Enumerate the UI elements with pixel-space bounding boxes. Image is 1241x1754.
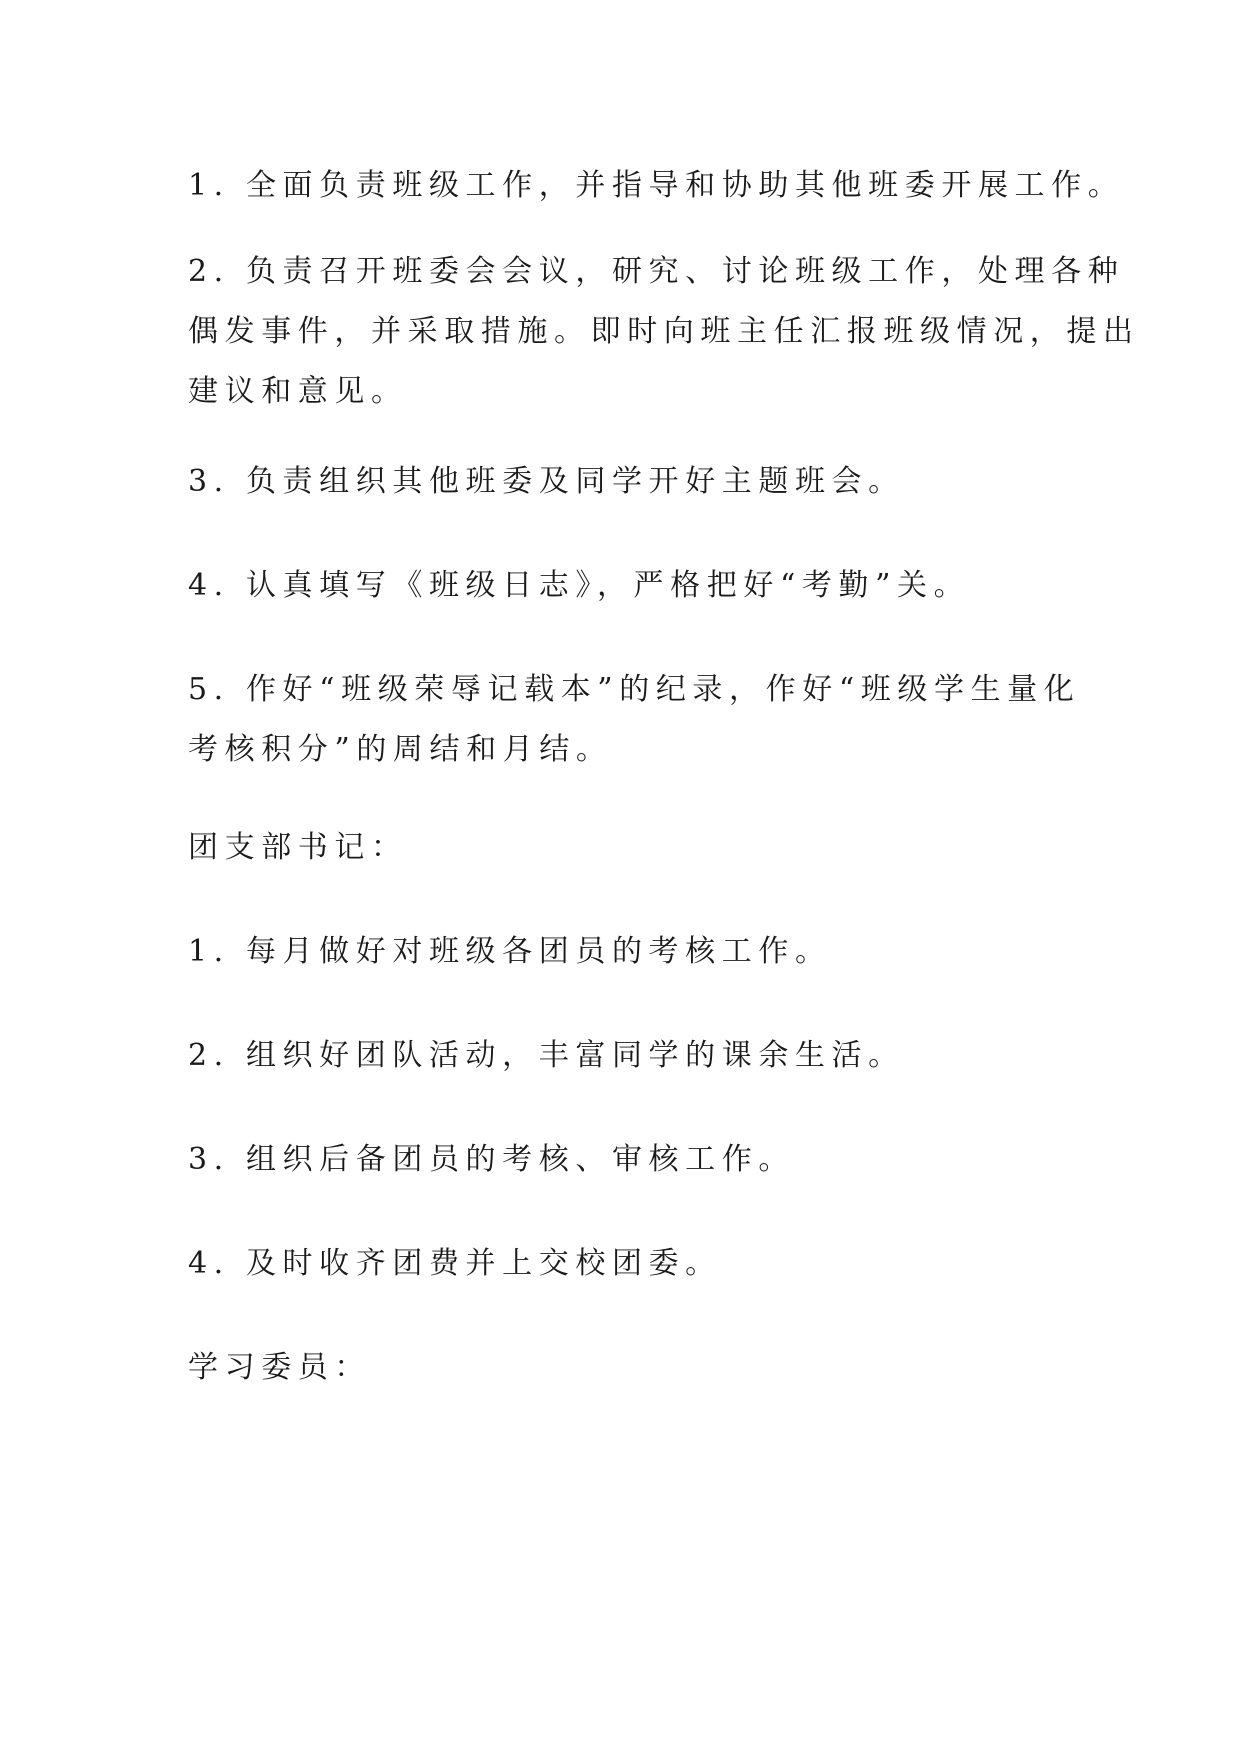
document-page (188, 0, 1140, 1754)
text-line: 建议和意见。 (188, 374, 408, 409)
section-heading-study-committee (188, 1338, 1048, 1398)
text-line: 学习委员： (188, 1350, 371, 1385)
text-line: 5. 作好“班级荣辱记载本”的纪录，作好“班级学生量化 (188, 672, 1081, 707)
text-line: 团支部书记： (188, 830, 408, 865)
paragraph-secretary-duty-2 (188, 1026, 1048, 1086)
text-line: 1. 全面负责班级工作，并指导和协助其他班委开展工作。 (188, 168, 1125, 203)
paragraph-secretary-duty-3 (188, 1130, 1048, 1190)
text-line: 2. 组织好团队活动，丰富同学的课余生活。 (188, 1038, 905, 1073)
section-heading-league-secretary (188, 818, 1048, 878)
text-line: 1. 每月做好对班级各团员的考核工作。 (188, 934, 832, 969)
text-line: 考核积分”的周结和月结。 (188, 732, 613, 767)
paragraph-secretary-duty-1 (188, 922, 1048, 982)
paragraph-monitor-duty-3 (188, 452, 1048, 512)
paragraph-secretary-duty-4 (188, 1234, 1048, 1294)
text-line: 4. 及时收齐团费并上交校团委。 (188, 1246, 722, 1281)
paragraph-monitor-duty-4 (188, 556, 1048, 616)
text-line: 偶发事件，并采取措施。即时向班主任汇报班级情况，提出 (188, 314, 1140, 349)
text-line: 4. 认真填写《班级日志》，严格把好“考勤”关。 (188, 568, 971, 603)
paragraph-monitor-duty-5 (188, 660, 1081, 780)
text-line: 2. 负责召开班委会会议，研究、讨论班级工作，处理各种 (188, 254, 1125, 289)
paragraph-monitor-duty-2 (188, 242, 1140, 422)
text-line: 3. 负责组织其他班委及同学开好主题班会。 (188, 464, 905, 499)
text-line: 3. 组织后备团员的考核、审核工作。 (188, 1142, 795, 1177)
paragraph-monitor-duty-1 (188, 156, 1125, 216)
